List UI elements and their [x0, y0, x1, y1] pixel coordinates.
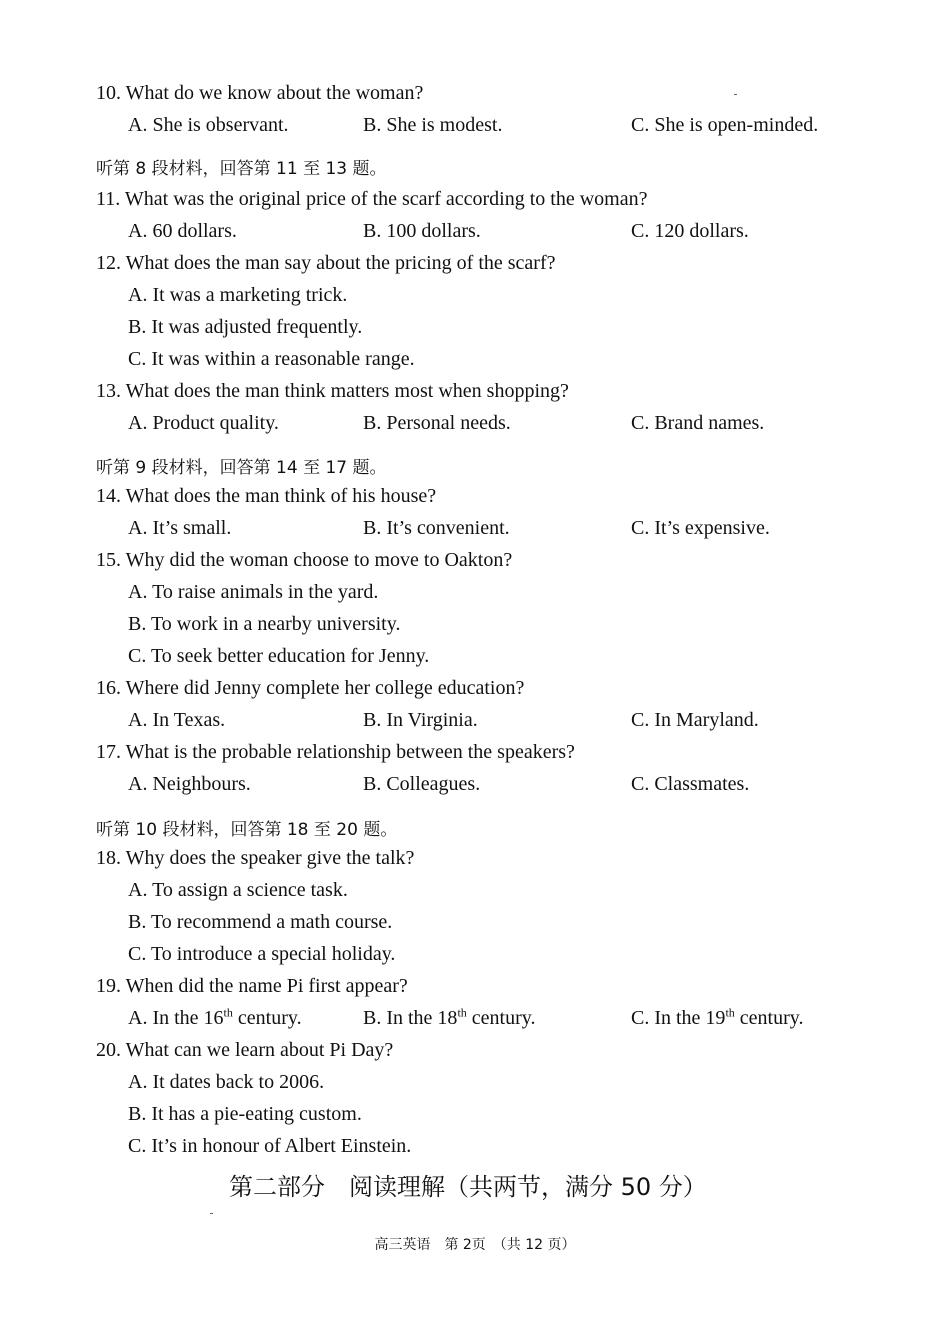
question-20-option-c: C. It’s in honour of Albert Einstein. — [128, 1135, 412, 1157]
question-17-option-a: A. Neighbours. — [128, 773, 251, 795]
question-17-option-c: C. Classmates. — [631, 773, 750, 795]
question-14-stem: 14. What does the man think of his house? — [96, 485, 437, 507]
question-12-option-b: B. It was adjusted frequently. — [128, 316, 363, 338]
question-12-stem: 12. What does the man say about the pricing of the scarf? — [96, 252, 556, 274]
question-14-option-c: C. It’s expensive. — [631, 517, 770, 539]
question-14-option-b: B. It’s convenient. — [363, 517, 510, 539]
question-16-option-c: C. In Maryland. — [631, 709, 759, 731]
question-10-option-a: A. She is observant. — [128, 114, 289, 136]
question-15-option-c: C. To seek better education for Jenny. — [128, 645, 430, 667]
question-19-option-b — [363, 1007, 535, 1030]
speck-mark — [210, 1213, 213, 1214]
question-16-stem: 16. Where did Jenny complete her college education? — [96, 677, 525, 699]
question-19-option-c — [631, 1007, 803, 1030]
ordinal-suffix: th — [725, 1005, 735, 1020]
question-11-stem: 11. What was the original price of the scarf according to the woman? — [96, 188, 648, 210]
option-text: century. — [466, 1007, 536, 1029]
question-18-option-a: A. To assign a science task. — [128, 879, 348, 901]
ordinal-suffix: th — [457, 1005, 467, 1020]
question-11-option-c: C. 120 dollars. — [631, 220, 749, 242]
option-text: century. — [734, 1007, 804, 1029]
question-11-option-a: A. 60 dollars. — [128, 220, 237, 242]
question-16-option-b: B. In Virginia. — [363, 709, 478, 731]
question-20-option-a: A. It dates back to 2006. — [128, 1071, 325, 1093]
question-15-stem: 15. Why did the woman choose to move to Oakton? — [96, 549, 513, 571]
question-17-stem: 17. What is the probable relationship between the speakers? — [96, 741, 575, 763]
section-8-heading: 听第 8 段材料，回答第 11 至 13 题。 — [96, 159, 387, 179]
question-19-option-a — [128, 1007, 302, 1030]
question-17-option-b: B. Colleagues. — [363, 773, 481, 795]
question-13-option-b: B. Personal needs. — [363, 412, 511, 434]
ordinal-suffix: th — [223, 1005, 233, 1020]
question-10-stem: 10. What do we know about the woman? — [96, 82, 424, 104]
section-10-heading: 听第 10 段材料，回答第 18 至 20 题。 — [96, 820, 398, 840]
question-15-option-a: A. To raise animals in the yard. — [128, 581, 379, 603]
question-11-option-b: B. 100 dollars. — [363, 220, 481, 242]
option-text: century. — [232, 1007, 302, 1029]
question-12-option-a: A. It was a marketing trick. — [128, 284, 348, 306]
part-two-heading: 第二部分 阅读理解（共两节，满分 50 分） — [229, 1173, 707, 1201]
question-13-option-c: C. Brand names. — [631, 412, 765, 434]
question-13-option-a: A. Product quality. — [128, 412, 279, 434]
question-14-option-a: A. It’s small. — [128, 517, 232, 539]
question-19-stem: 19. When did the name Pi first appear? — [96, 975, 408, 997]
question-18-option-b: B. To recommend a math course. — [128, 911, 393, 933]
question-10-option-c: C. She is open-minded. — [631, 114, 819, 136]
speck-mark — [734, 94, 737, 95]
option-text: A. In the 16 — [128, 1007, 224, 1029]
option-text: B. In the 18 — [363, 1007, 458, 1029]
section-9-heading: 听第 9 段材料，回答第 14 至 17 题。 — [96, 458, 387, 478]
question-20-option-b: B. It has a pie-eating custom. — [128, 1103, 362, 1125]
question-10-option-b: B. She is modest. — [363, 114, 503, 136]
question-20-stem: 20. What can we learn about Pi Day? — [96, 1039, 394, 1061]
question-15-option-b: B. To work in a nearby university. — [128, 613, 401, 635]
question-18-option-c: C. To introduce a special holiday. — [128, 943, 396, 965]
page-footer: 高三英语 第 2页 （共 12 页） — [374, 1237, 576, 1253]
question-18-stem: 18. Why does the speaker give the talk? — [96, 847, 415, 869]
question-12-option-c: C. It was within a reasonable range. — [128, 348, 415, 370]
question-13-stem: 13. What does the man think matters most when shopping? — [96, 380, 569, 402]
option-text: C. In the 19 — [631, 1007, 726, 1029]
question-16-option-a: A. In Texas. — [128, 709, 226, 731]
